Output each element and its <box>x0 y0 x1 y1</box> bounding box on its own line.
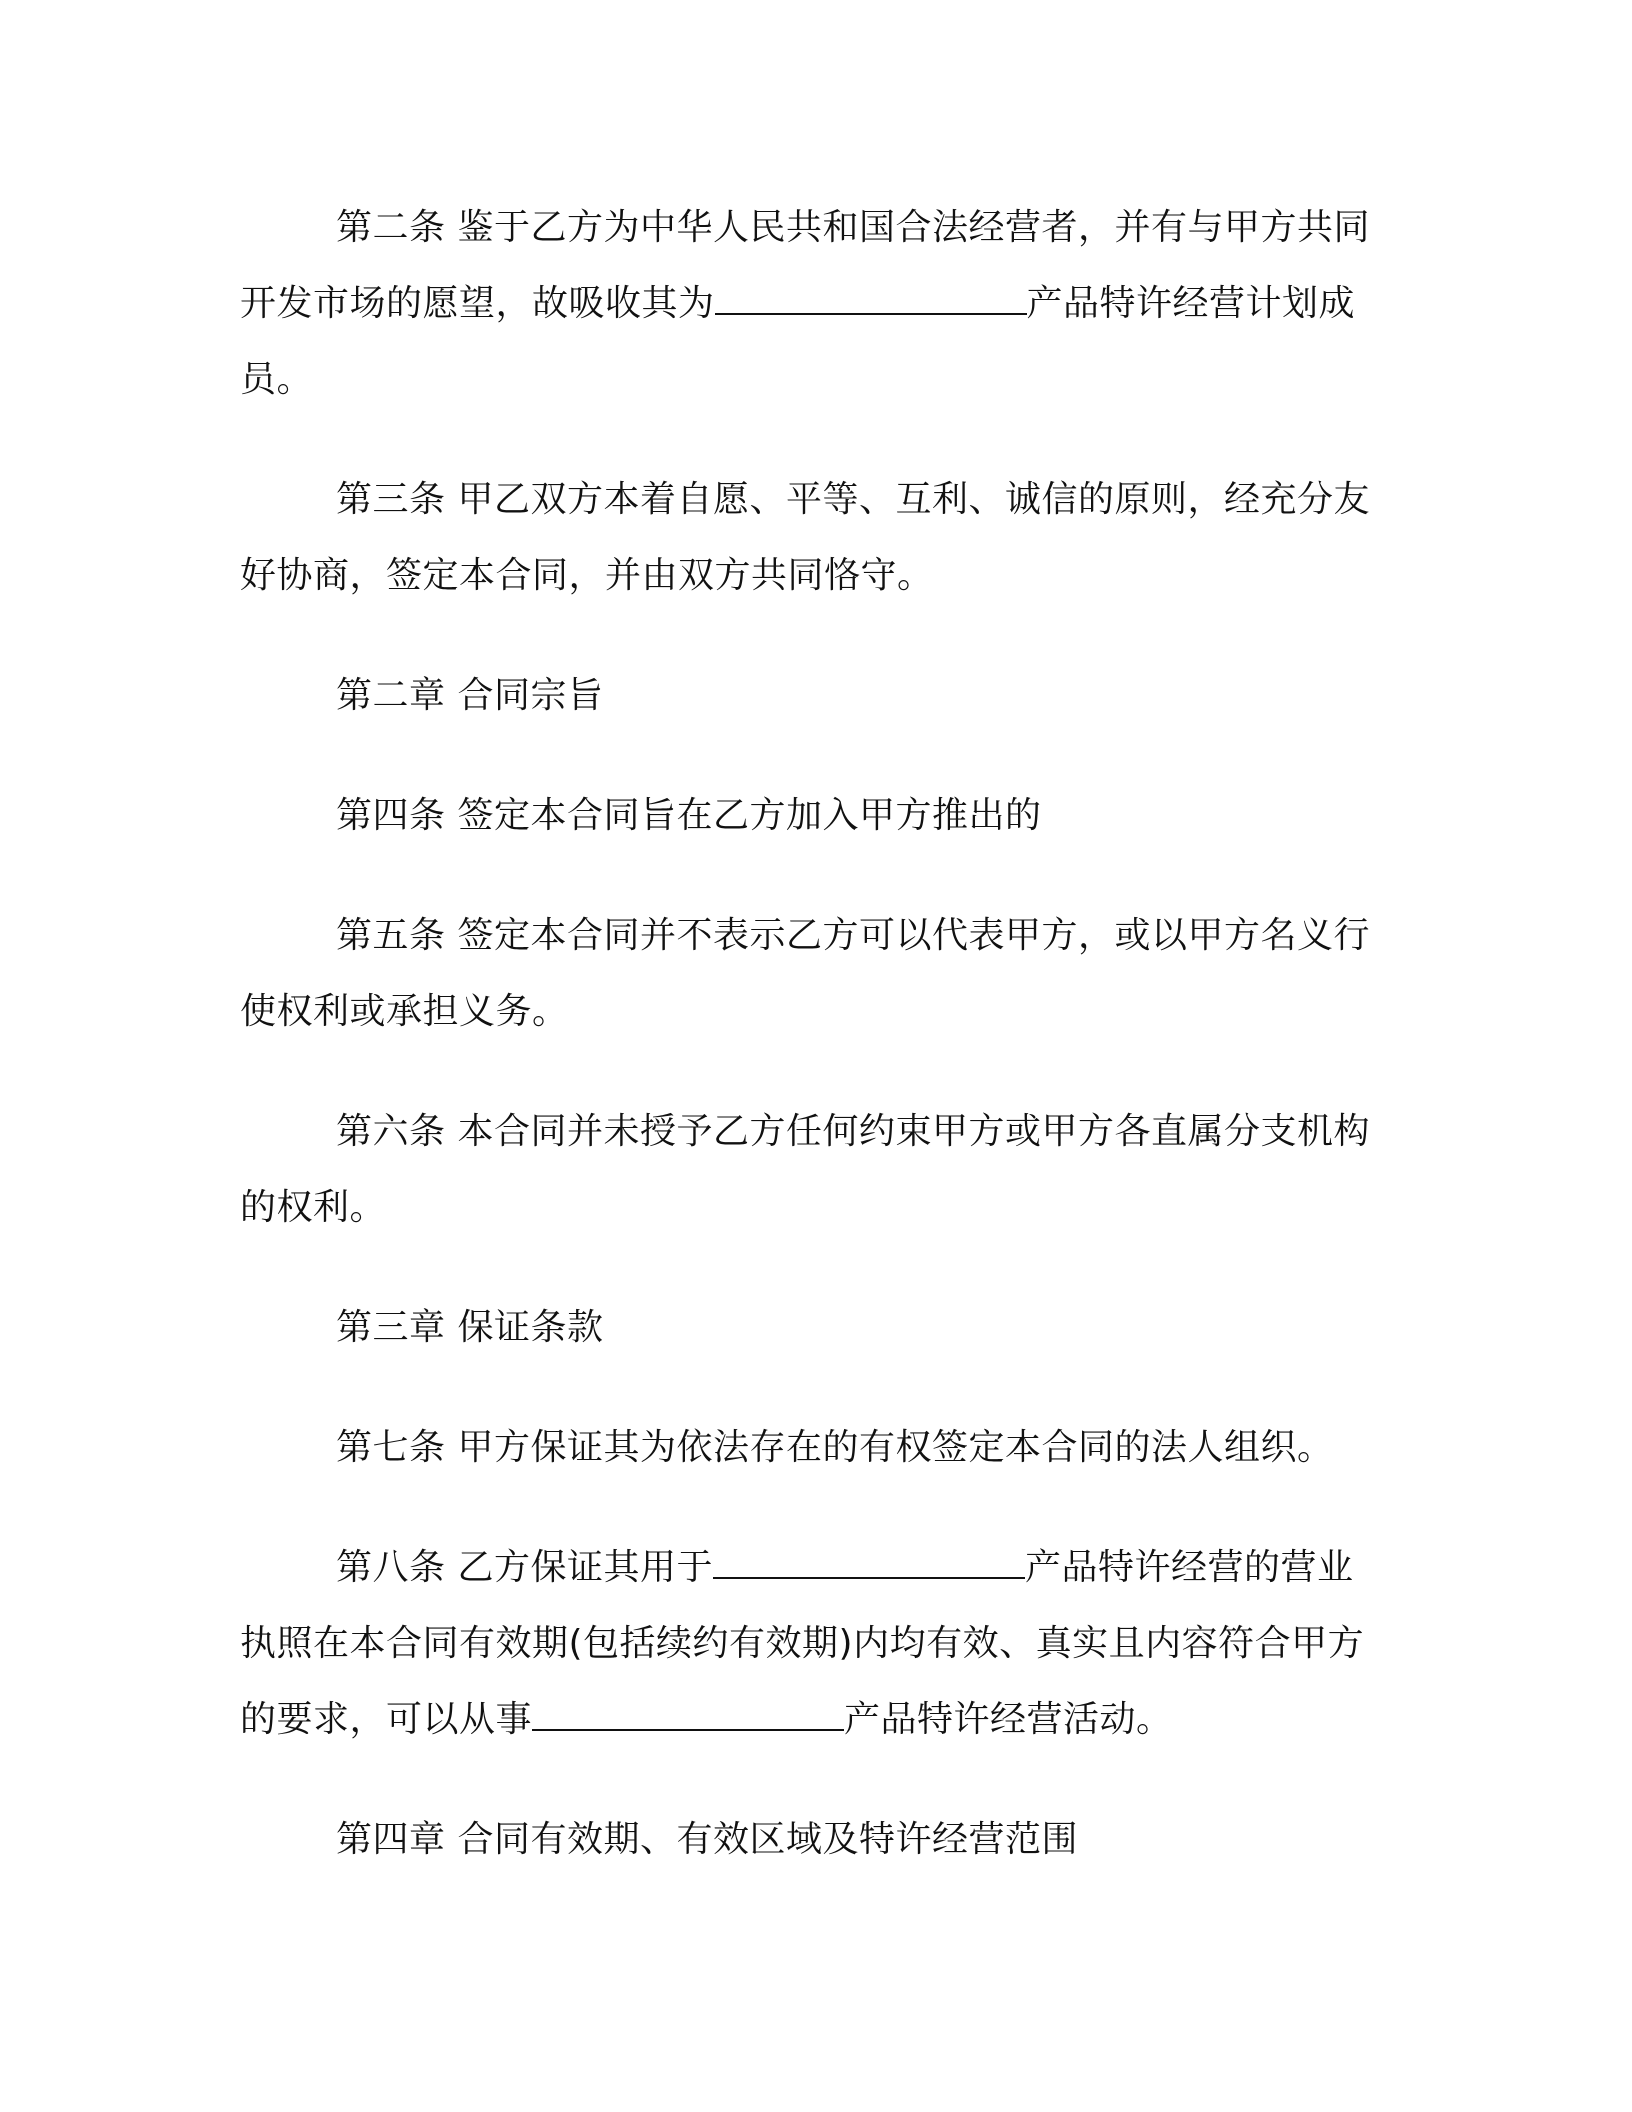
article-2-text-after: 产品特许经营计划成员。 <box>240 283 1356 400</box>
article-8-blank-2 <box>532 1695 844 1731</box>
chapter-2-heading: 第二章 合同宗旨 <box>336 675 604 716</box>
article-2-blank <box>715 279 1027 315</box>
document-page <box>240 190 1388 1922</box>
chapter-3-heading: 第三章 保证条款 <box>336 1307 604 1348</box>
article-3: 第三条 甲乙双方本着自愿、平等、互利、诚信的原则，经充分友好协商，签定本合同，并由双方共同恪守。 <box>240 479 1370 596</box>
article-4: 第四条 签定本合同旨在乙方加入甲方推出的 <box>336 795 1042 836</box>
article-8 <box>240 1530 1388 1758</box>
article-8-blank-1 <box>713 1543 1025 1579</box>
chapter-4-heading: 第四章 合同有效期、有效区域及特许经营范围 <box>336 1819 1078 1860</box>
article-8-text-part1: 第八条 乙方保证其用于 <box>336 1547 713 1588</box>
article-2-text-before: 第二条 鉴于乙方为中华人民共和国合法经营者，并有与甲方共同开发市场的愿望，故吸收其为 <box>240 207 1370 324</box>
article-6: 第六条 本合同并未授予乙方任何约束甲方或甲方各直属分支机构的权利。 <box>240 1111 1370 1228</box>
article-7: 第七条 甲方保证其为依法存在的有权签定本合同的法人组织。 <box>336 1427 1334 1468</box>
article-5: 第五条 签定本合同并不表示乙方可以代表甲方，或以甲方名义行使权利或承担义务。 <box>240 915 1370 1032</box>
article-8-text-part3: 产品特许经营活动。 <box>844 1699 1173 1740</box>
article-2 <box>240 190 1388 418</box>
article-8-text-part2: 产品特许经营的营业执照在本合同有效期(包括续约有效期)内均有效、真实且内容符合甲方的要求，可以从事 <box>240 1547 1365 1740</box>
